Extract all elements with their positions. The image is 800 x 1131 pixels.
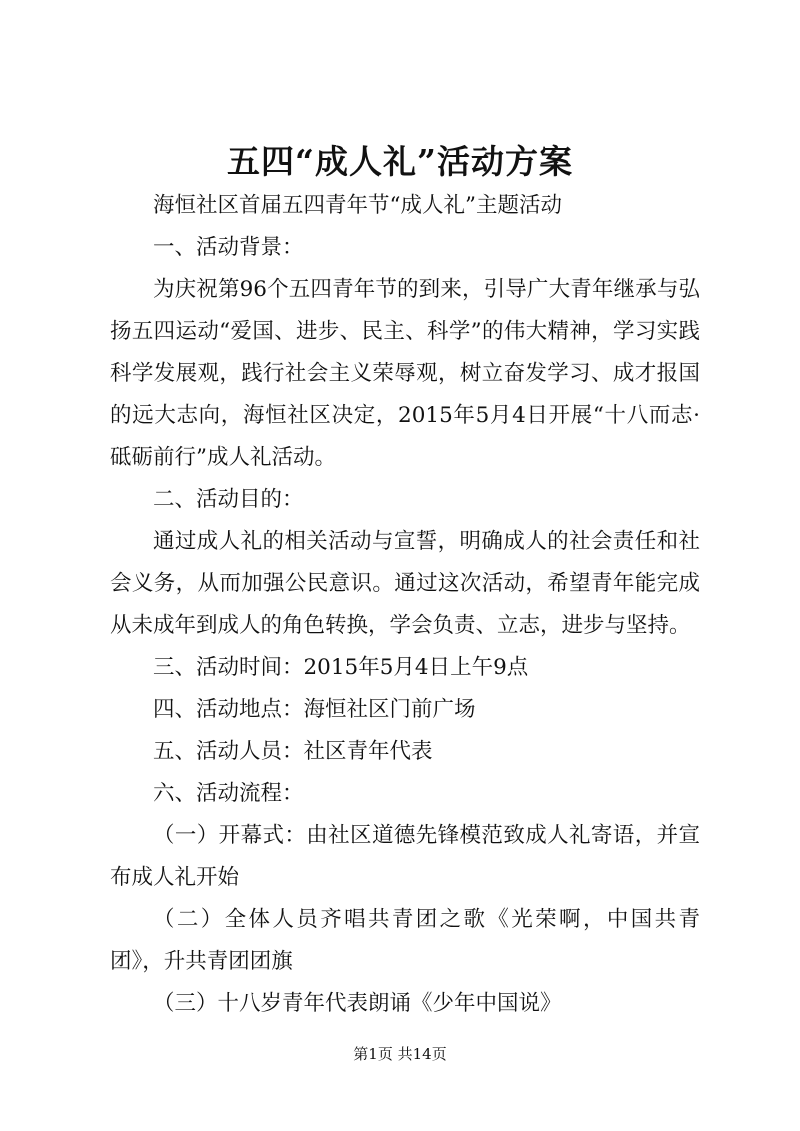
activity-time-line: 三、活动时间：2015年5月4日上午9点 (153, 655, 529, 680)
subtitle-paragraph: 海恒社区首届五四青年节“成人礼”主题活动 (153, 193, 562, 218)
process-step-2: （二）全体人员齐唱共青团之歌《光荣啊，中国共青团》，升共青团团旗 (110, 907, 700, 974)
activity-location-line: 四、活动地点：海恒社区门前广场 (153, 697, 476, 722)
process-step-3: （三）十八岁青年代表朗诵《少年中国说》 (153, 991, 562, 1016)
purpose-paragraph: 通过成人礼的相关活动与宣誓，明确成人的社会责任和社会义务，从而加强公民意识。通过这次活动，希望青年能完成从未成年到成人的角色转换，学会负责、立志，进步与坚持。 (110, 529, 700, 638)
section-heading-purpose: 二、活动目的： (153, 487, 304, 512)
section-heading-background: 一、活动背景： (153, 235, 304, 260)
section-heading-process: 六、活动流程： (153, 781, 304, 806)
page-footer: 第1页 共14页 (353, 1045, 447, 1063)
process-step-1: （一）开幕式：由社区道德先锋模范致成人礼寄语，并宣布成人礼开始 (110, 823, 700, 890)
document-title: 五四“成人礼”活动方案 (227, 142, 573, 181)
activity-participants-line: 五、活动人员：社区青年代表 (153, 739, 433, 764)
background-paragraph: 为庆祝第96个五四青年节的到来，引导广大青年继承与弘扬五四运动“爱国、进步、民主、科学”的伟大精神，学习实践科学发展观，践行社会主义荣辱观，树立奋发学习、成才报国的远大志向，海恒社区决定，2015年5月4日开展“十八而志·砥砺前行”成人礼活动。 (110, 277, 700, 470)
document-body (110, 185, 700, 1025)
